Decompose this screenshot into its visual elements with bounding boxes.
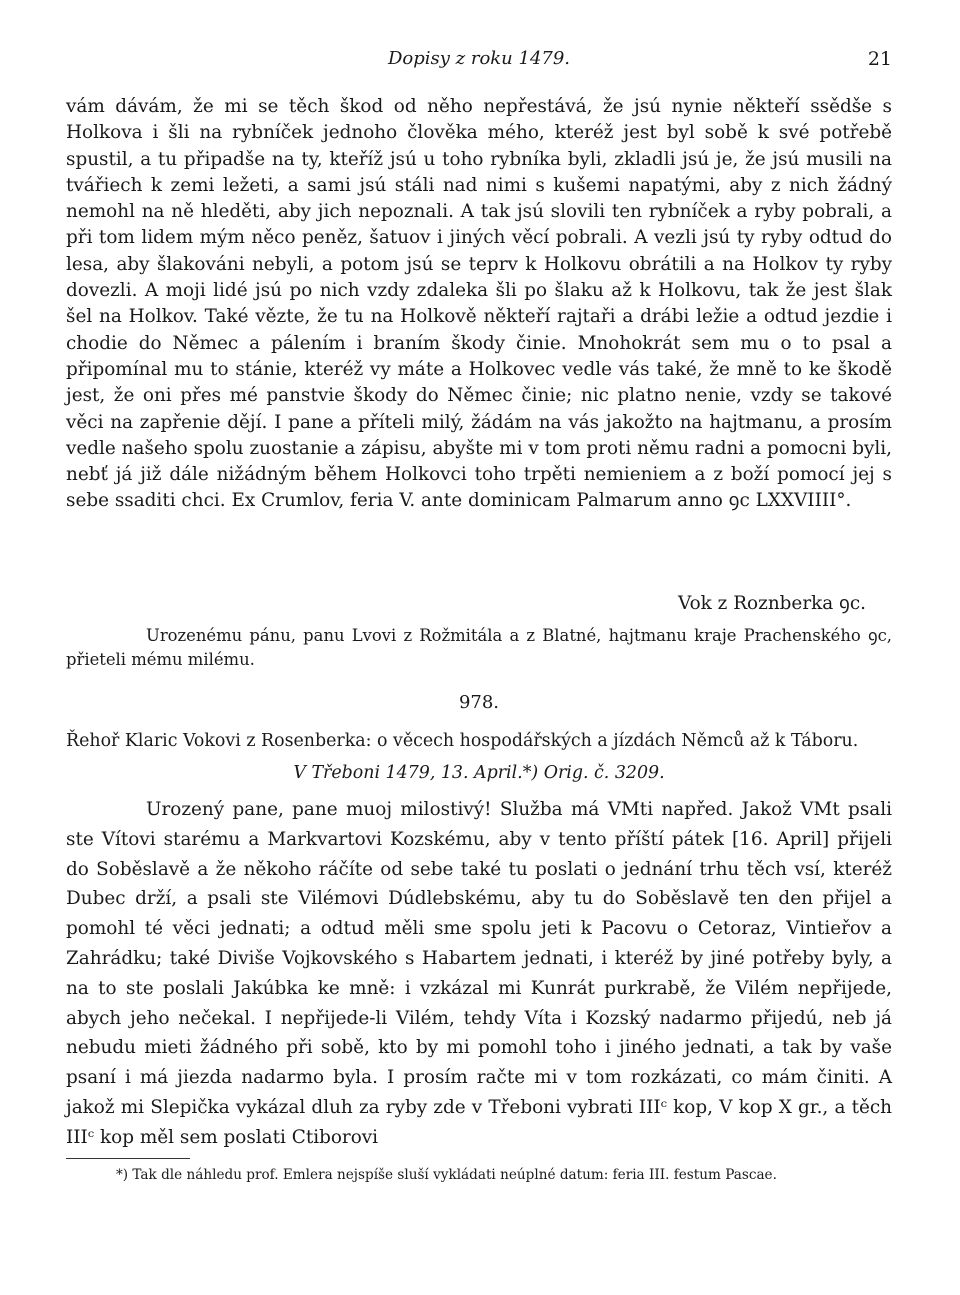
- continuation-paragraph: vám dávám, že mi se těch škod od něho nepřestává, že jsú nynie někteří ssědše s Holkova i šli na rybníček jednoho člověka mého, kteréž jest byl sobě k své potřebě spustil, a tu připadše na ty, kteříž jsú u toho rybníka byli, zkladli jsú je, že jsú musili na tvářiech k zemi ležeti, a sami jsú stáli nad nimi s kušemi napatými, aby z nich žádný nemohl na ně hleděti, aby jich nepoznali. A tak jsú slovili ten rybníček a ryby pobrali, a při tom lidem mým něco peněz, šatuov i jiných věcí pobrali. A vezli jsú ty ryby odtud do lesa, aby šlakováni nebyli, a potom jsú se teprv k Holkovu obrátili a na Holkov ty ryby dovezli. A moji lidé jsú po nich vzdy zdaleka šli po šlaku až k Holkovu, tak že jest šlak šel na Holkov. Také vězte, že tu na Holkově někteří rajtaři a drábi ležie a odtud jezdie i chodie do Němec a pálením i braním škody činie. Mnohokrát sem mu o to psal a připomínal mu to stánie, kteréž vy máte a Holkovec vedle vás také, že mně to ke škodě jest, že oni přes mé panstvie škody do Němec činie; nic platno nenie, vzdy se takové věci na zapřenie dějí. I pane a příteli milý, žádám na vás jakožto na hajtmanu, a prosím vedle našeho spolu zuostanie a zápisu, abyšte mi v tom proti němu radni a pomocni byli, nebť já již dále nižádným během Holkovci toho trpěti nemieniem a z boží pomocí jej s sebe ssaditi chci. Ex Crumlov, feria V. ante dominicam Palmarum anno ꝯc LXXVIIII°.: [66, 96, 892, 512]
- document-number: 978.: [458, 692, 500, 713]
- running-title: Dopisy z roku 1479.: [387, 48, 571, 69]
- page-number: 21: [867, 48, 892, 70]
- running-head: [66, 48, 892, 78]
- footnote: *) Tak dle náhledu prof. Emlera nejspíše sluší vykládati neúplné datum: feria III. festum Pascae.: [116, 1167, 777, 1183]
- letter-signature: Vok z Roznberka ꝯc.: [678, 593, 866, 614]
- document-heading: Řehoř Klaric Vokovi z Rosenberka: o věcech hospodářských a jízdách Němců až k Táboru.: [66, 731, 859, 751]
- letter-paragraph: Urozený pane, pane muoj milostivý! Služba má VMti napřed. Jakož VMt psali ste Vítovi starému a Markvartovi Kozskému, aby v tento příští pátek [16. April] přijeli do Soběslavě a že někoho ráčíte od sebe také tu poslati o jednání trhu těch vsí, kteréž Dubec drží, a psali ste Vilémovi Dúdlebskému, aby tu do Soběslavě ten den přijel a pomohl té věci jednati; a odtud měli sme spolu jeti k Pacovu o Cetoraz, Vintieřov a Zahrádku; také Diviše Vojkovského s Habartem jednati, i kteréž by jiné potřeby byly, a na to ste poslali Jakúbka ke mně: i vzkázal mi Kunrát purkrabě, že Vilém nepřijede, abych jeho nečekal. I nepřijede-li Vilém, tehdy Víta i Kozský nadarmo přijedú, neb já nebudu mieti žádného při sobě, kto by mi pomohl toho i jiného jednati, a tak by vaše psaní i má jiezda nadarmo byla. I prosím račte mi v tom rozkázati, co mám činiti. A jakož mi Slepička vykázal dluh za ryby zde v Třeboni vybrati IIIᶜ kop, V kop X gr., a těch IIIᶜ kop měl sem poslati Ctiborovi: [66, 799, 892, 1148]
- letter-address: Urozenému pánu, panu Lvovi z Rožmitála a z Blatné, hajtmanu kraje Prachenského ꝯc, přieteli mému milému.: [66, 626, 892, 669]
- footnote-rule: [66, 1158, 190, 1159]
- document-date-line: V Třeboni 1479, 13. April.*) Orig. č. 3209.: [293, 763, 665, 783]
